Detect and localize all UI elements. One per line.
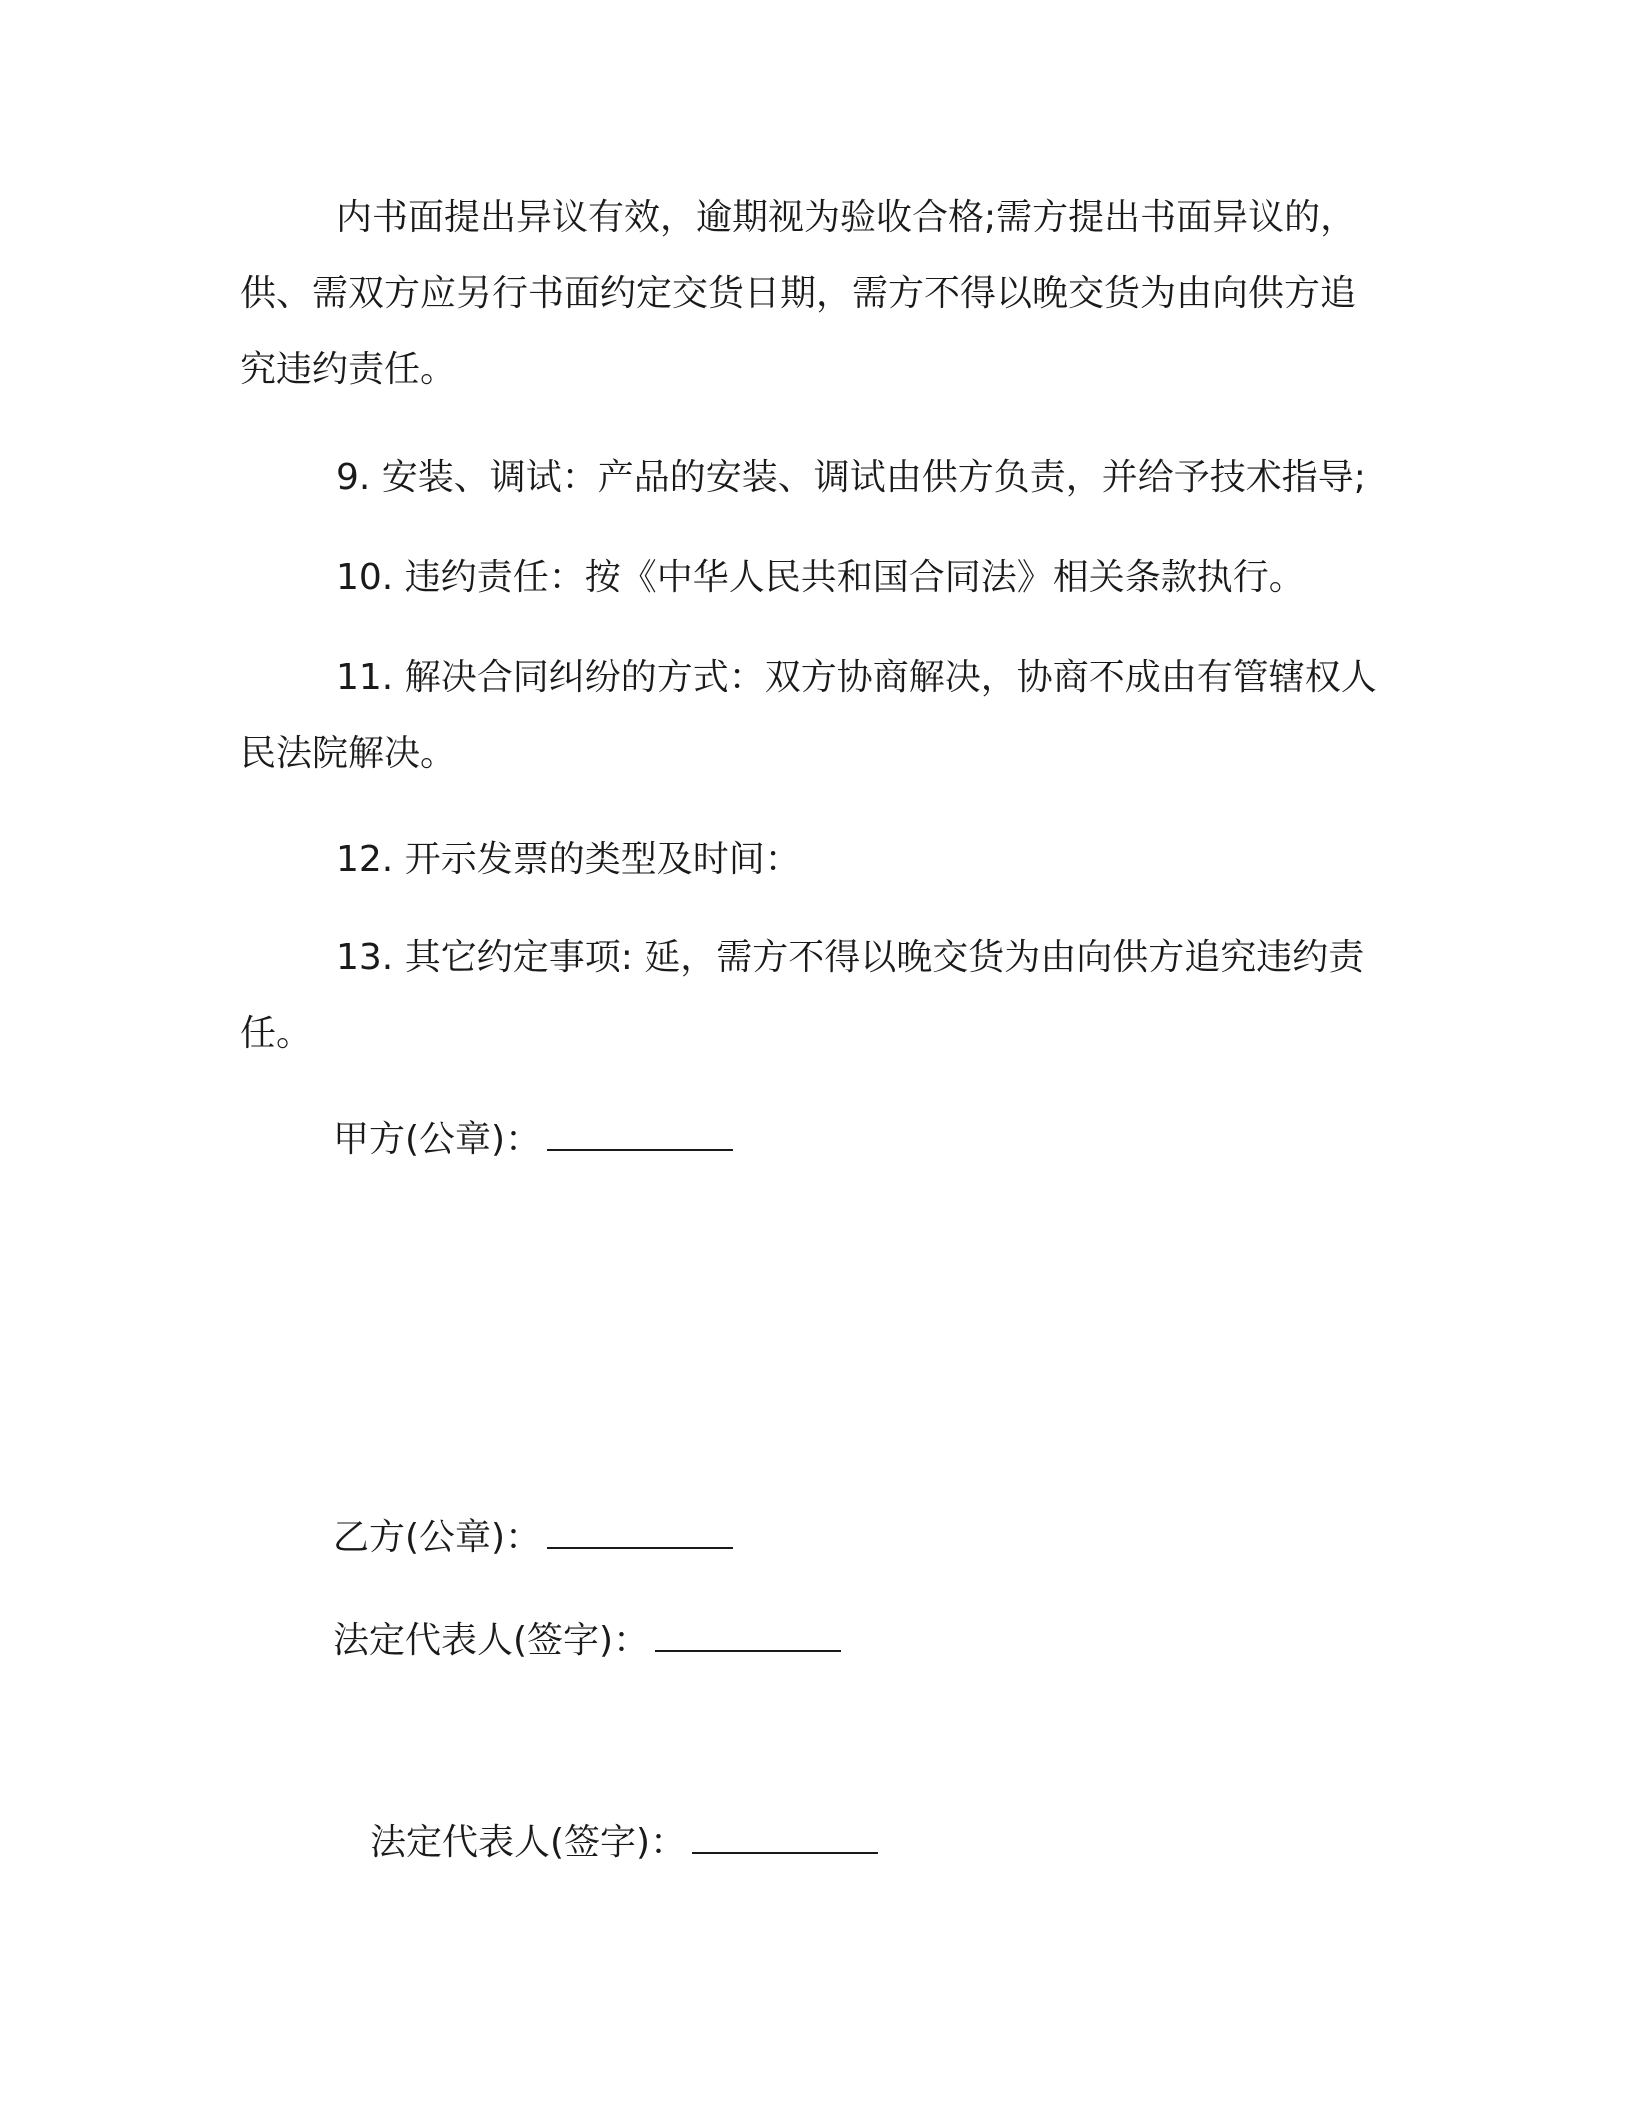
party-a-blank [547,1115,733,1151]
legal-rep-2-label: 法定代表人(签字)： [370,1822,687,1863]
clause-12-invoice: 12. 开示发票的类型及时间： [336,839,801,880]
party-b-signature-line [333,1513,733,1563]
paragraph-continuation: 内书面提出异议有效，逾期视为验收合格;需方提出书面异议的，供、需双方应另行书面约定交货日期，需方不得以晚交货为由向供方追究违约责任。 [240,197,1357,390]
party-b-blank [547,1513,733,1549]
clause-13-other: 13. 其它约定事项: 延，需方不得以晚交货为由向供方追究违约责任。 [240,937,1365,1054]
party-b-label: 乙方(公章)： [333,1517,542,1558]
legal-rep-1-label: 法定代表人(签字)： [333,1620,650,1661]
clause-10-liability: 10. 违约责任：按《中华人民共和国合同法》相关条款执行。 [336,557,1305,598]
party-a-label: 甲方(公章)： [333,1119,542,1160]
legal-rep-signature-line-1 [333,1616,841,1666]
legal-rep-1-blank [655,1616,841,1652]
clause-11-dispute: 11. 解决合同纠纷的方式：双方协商解决，协商不成由有管辖权人民法院解决。 [240,657,1377,774]
party-a-signature-line [333,1115,733,1165]
clause-9-installation: 9. 安装、调试：产品的安装、调试由供方负责，并给予技术指导; [336,457,1366,498]
legal-rep-2-blank [692,1818,878,1854]
legal-rep-signature-line-2 [370,1818,878,1868]
